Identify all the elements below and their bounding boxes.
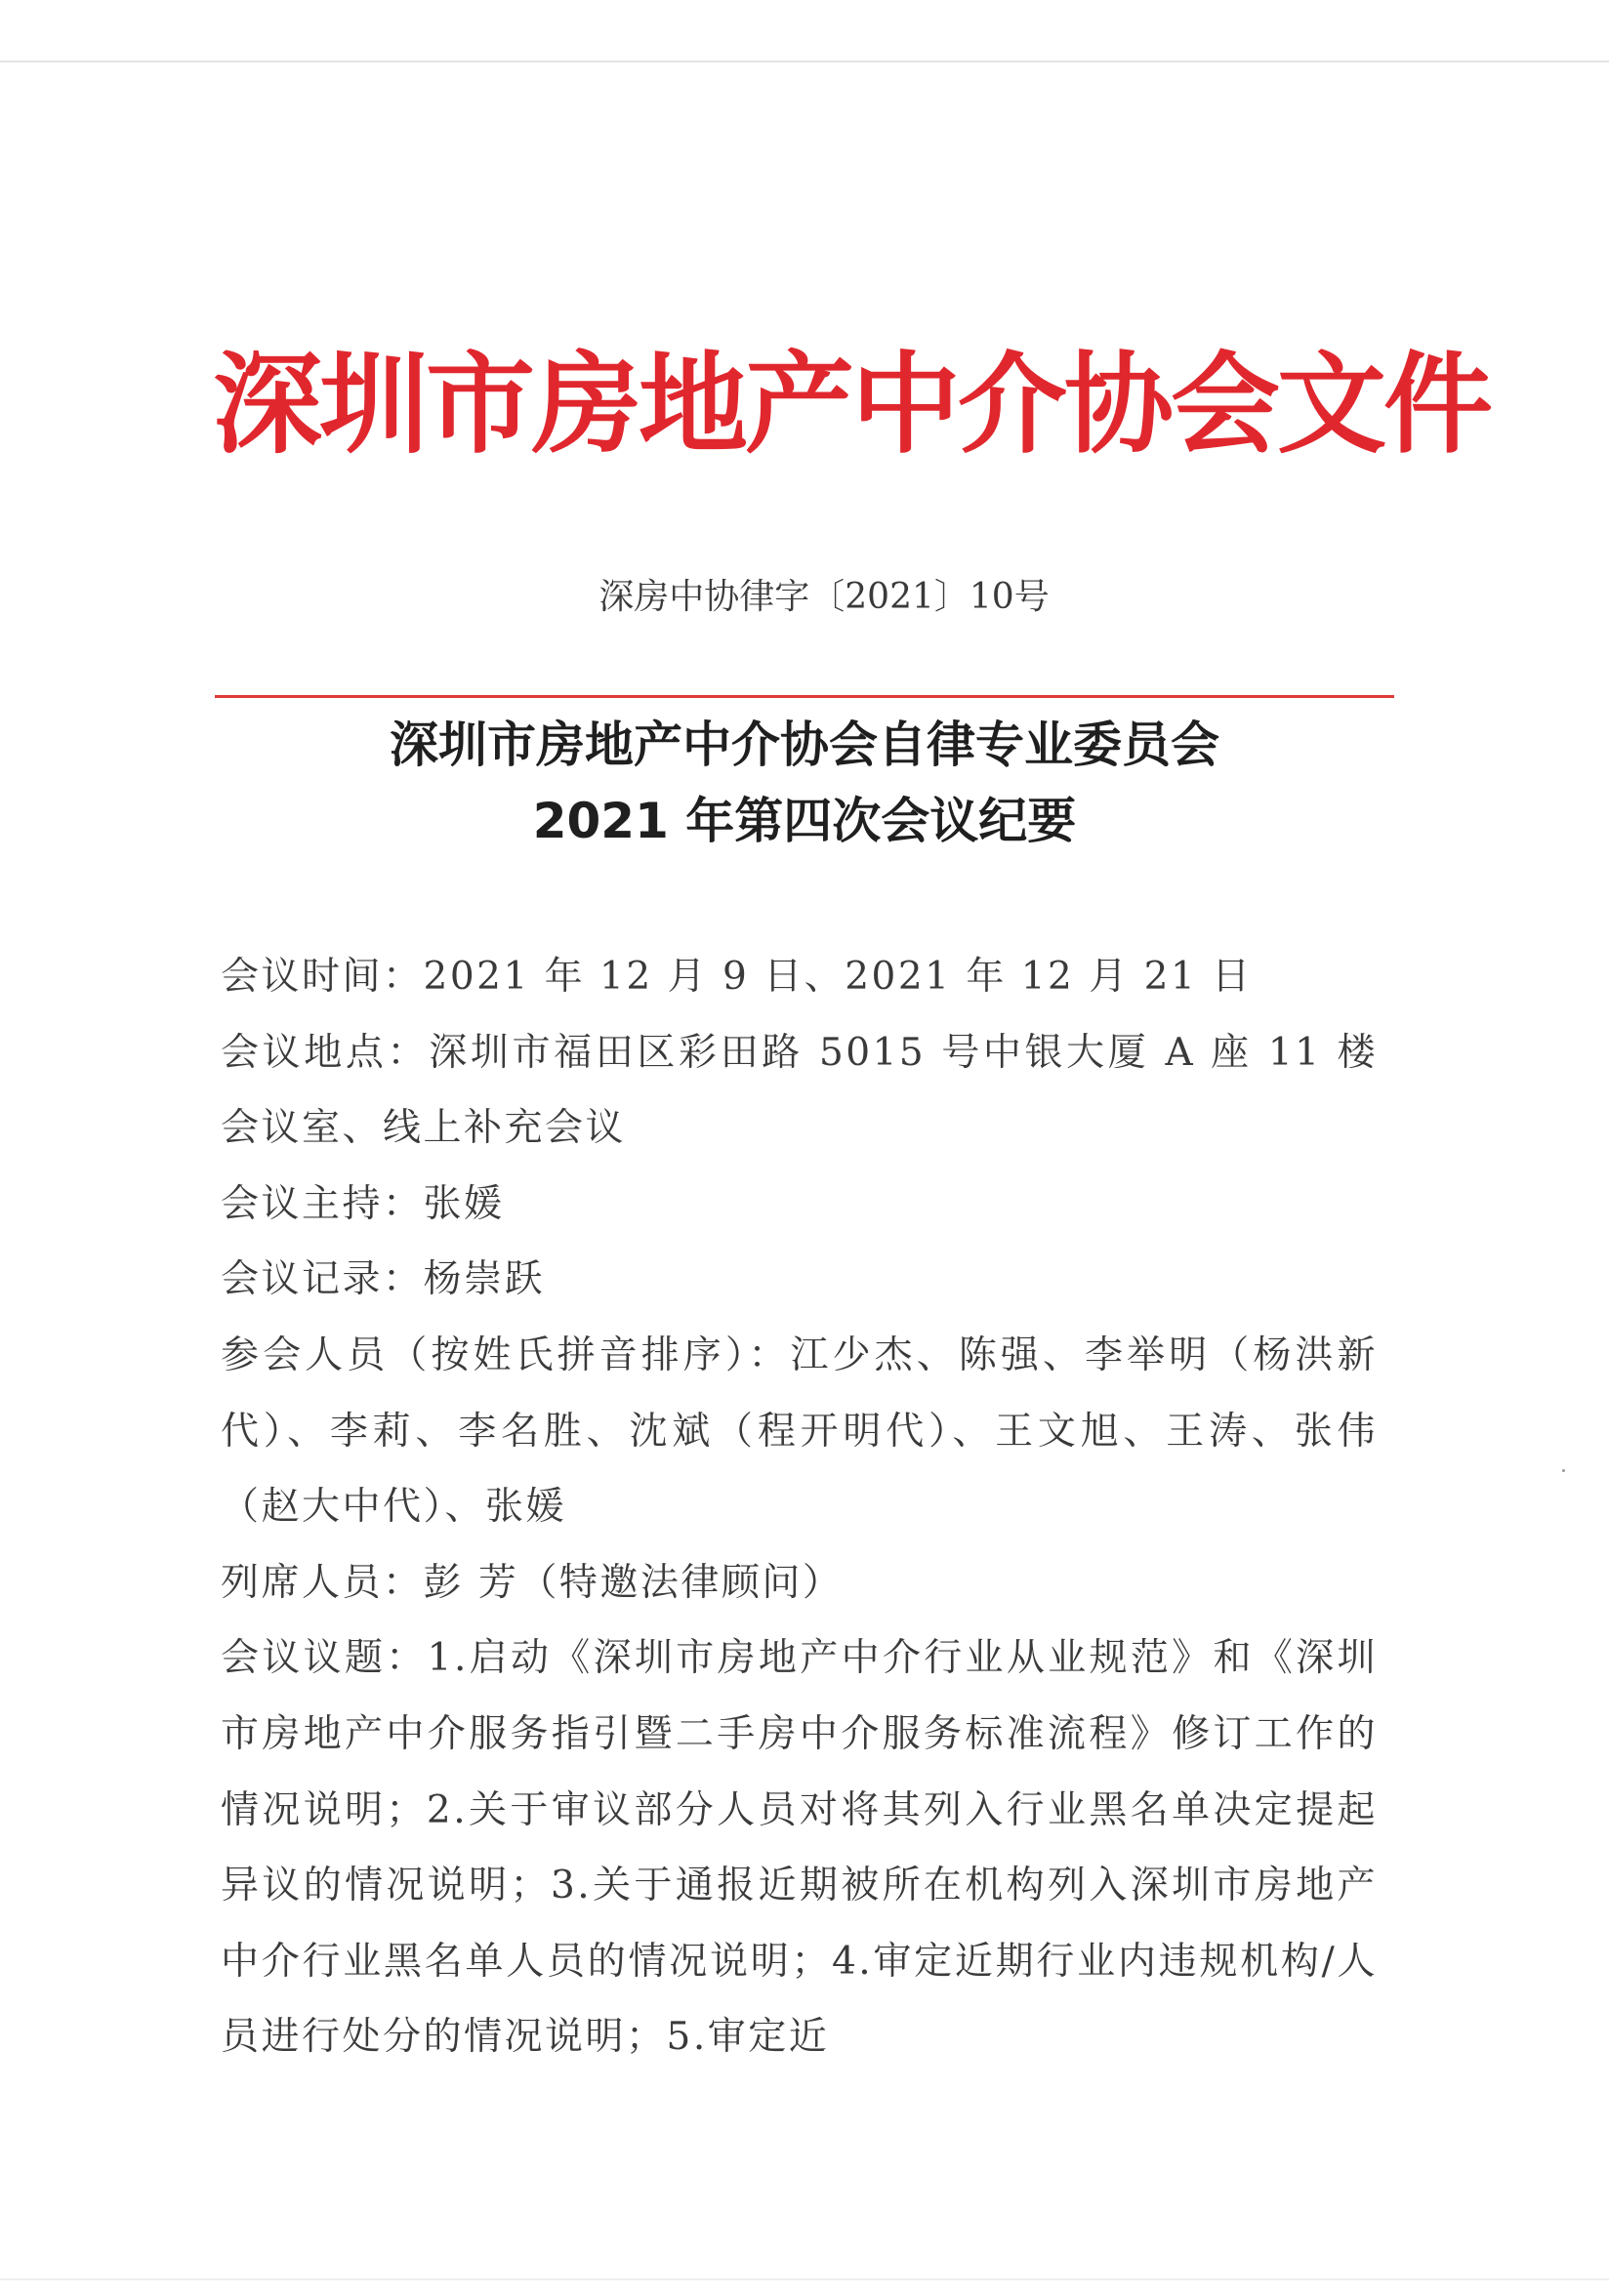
meeting-attendees xyxy=(221,1318,1378,1545)
meeting-host xyxy=(221,1167,1378,1243)
title-line-1: 深圳市房地产中介协会自律专业委员会 xyxy=(390,717,1219,773)
scan-bottom-edge xyxy=(0,2278,1609,2280)
meeting-time-value: 2021 年 12 月 9 日、2021 年 12 月 21 日 xyxy=(423,955,1253,999)
meeting-recorder xyxy=(221,1242,1378,1318)
meeting-topics-label: 会议议题： xyxy=(221,1636,428,1681)
document-number: 深房中协律字〔2021〕10号 xyxy=(598,577,1050,617)
meeting-location xyxy=(221,1015,1378,1167)
meeting-observers-value: 彭 芳（特邀法律顾问） xyxy=(423,1560,844,1605)
meeting-location-value: 深圳市福田区彩田路 5015 号中银大厦 A 座 11 楼会议室、线上补充会议 xyxy=(221,1030,1378,1151)
meeting-details xyxy=(221,939,1378,2075)
meeting-observers xyxy=(221,1545,1378,1621)
meeting-attendees-value: 江少杰、陈强、李举明（杨洪新代）、李莉、李名胜、沈斌（程开明代）、王文旭、王涛、张伟（赵大中代）、张媛 xyxy=(221,1332,1378,1530)
red-divider-line xyxy=(215,695,1394,698)
meeting-observers-label: 列席人员： xyxy=(221,1560,424,1605)
title-line-2: 2021 年第四次会议纪要 xyxy=(532,793,1077,849)
meeting-time-label: 会议时间： xyxy=(221,955,424,999)
meeting-host-value: 张媛 xyxy=(423,1181,505,1226)
meeting-recorder-value: 杨崇跃 xyxy=(423,1257,546,1302)
document-title xyxy=(0,707,1609,859)
masthead-title: 深圳市房地产中介协会文件 xyxy=(213,341,1490,469)
meeting-recorder-label: 会议记录： xyxy=(221,1257,424,1302)
meeting-topics-value: 1.启动《深圳市房地产中介行业从业规范》和《深圳市房地产中介服务指引暨二手房中介服务标准流程》修订工作的情况说明；2.关于审议部分人员对将其列入行业黑名单决定提起异议的情况说明；3.关于通报近期被所在机构列入深圳市房地产中介行业黑名单人员的情况说明；4.审定近期行业内违规机构/人员进行处分的情况说明；5.审定近 xyxy=(221,1636,1378,2060)
scan-top-edge xyxy=(0,61,1609,62)
meeting-location-label: 会议地点： xyxy=(221,1030,430,1075)
scan-speck xyxy=(1562,1469,1565,1472)
meeting-topics xyxy=(221,1620,1378,2075)
meeting-time xyxy=(221,939,1378,1015)
meeting-host-label: 会议主持： xyxy=(221,1181,424,1226)
meeting-attendees-label: 参会人员（按姓氏拼音排序）： xyxy=(221,1332,791,1377)
